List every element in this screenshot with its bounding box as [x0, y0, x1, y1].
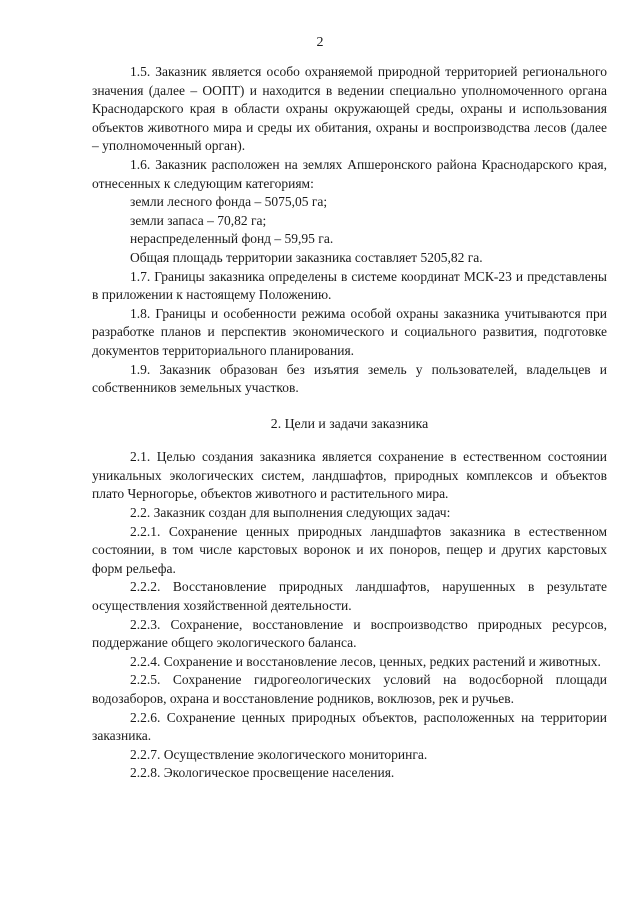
paragraph-2-2-3: 2.2.3. Сохранение, восстановление и воспроизводство природных ресурсов, поддержание общего экологического баланса.	[92, 616, 607, 651]
paragraph-1-6: 1.6. Заказник расположен на землях Апшеронского района Краснодарского края, отнесенных к следующим категориям:	[92, 156, 607, 191]
paragraph-2-2-4: 2.2.4. Сохранение и восстановление лесов, ценных, редких растений и животных.	[130, 653, 601, 669]
paragraph-1-9: 1.9. Заказник образован без изъятия земель у пользователей, владельцев и собственников земельных участков.	[92, 361, 607, 396]
paragraph-2-2-5: 2.2.5. Сохранение гидрогеологических условий на водосборной площади водозаборов, охрана и восстановление родников, воклюзов, рек и ручьев.	[92, 672, 607, 706]
land-category-forest: земли лесного фонда – 5075,05 га;	[130, 194, 328, 210]
land-category-undistributed: нераспределенный фонд – 59,95 га.	[130, 231, 334, 247]
paragraph-2-2-8: 2.2.8. Экологическое просвещение населения.	[130, 765, 395, 781]
paragraph-1-5: 1.5. Заказник является особо охраняемой природной территорией регионального значения (далее – ООПТ) и находится в ведении специально уполномоченного органа Краснодарского края в области охраны окружающей среды, охраны и использования объектов животного мира и среды их обитания, охраны и воспроизводства лесов (далее – уполномоченный орган).	[92, 64, 607, 154]
paragraph-2-2-7: 2.2.7. Осуществление экологического мониторинга.	[130, 746, 428, 762]
paragraph-2-2: 2.2. Заказник создан для выполнения следующих задач:	[130, 505, 451, 521]
total-area: Общая площадь территории заказника составляет 5205,82 га.	[130, 249, 483, 265]
document-body	[92, 63, 607, 783]
paragraph-2-2-1: 2.2.1. Сохранение ценных природных ландшафтов заказника в естественном состоянии, в том числе карстовых воронок и их поноров, пещер и других карстовых форм рельефа.	[92, 523, 607, 576]
paragraph-2-2-2: 2.2.2. Восстановление природных ландшафтов, нарушенных в результате осуществления хозяйственной деятельности.	[92, 579, 607, 614]
page-number: 2	[316, 35, 324, 50]
paragraph-2-2-6: 2.2.6. Сохранение ценных природных объектов, расположенных на территории заказника.	[92, 709, 607, 744]
section-heading: 2. Цели и задачи заказника	[270, 415, 429, 431]
paragraph-1-7: 1.7. Границы заказника определены в системе координат МСК-23 и представлены в приложении к настоящему Положению.	[92, 268, 607, 303]
land-category-reserve: земли запаса – 70,82 га;	[130, 212, 267, 228]
paragraph-1-8: 1.8. Границы и особенности режима особой охраны заказника учитываются при разработке планов и перспектив экономического и социального развития, подготовке документов территориального планирования.	[92, 305, 607, 358]
paragraph-2-1: 2.1. Целью создания заказника является сохранение в естественном состоянии уникальных экологических систем, ландшафтов, природных комплексов и объектов плато Черногорье, объектов животного и растительного мира.	[92, 449, 607, 502]
